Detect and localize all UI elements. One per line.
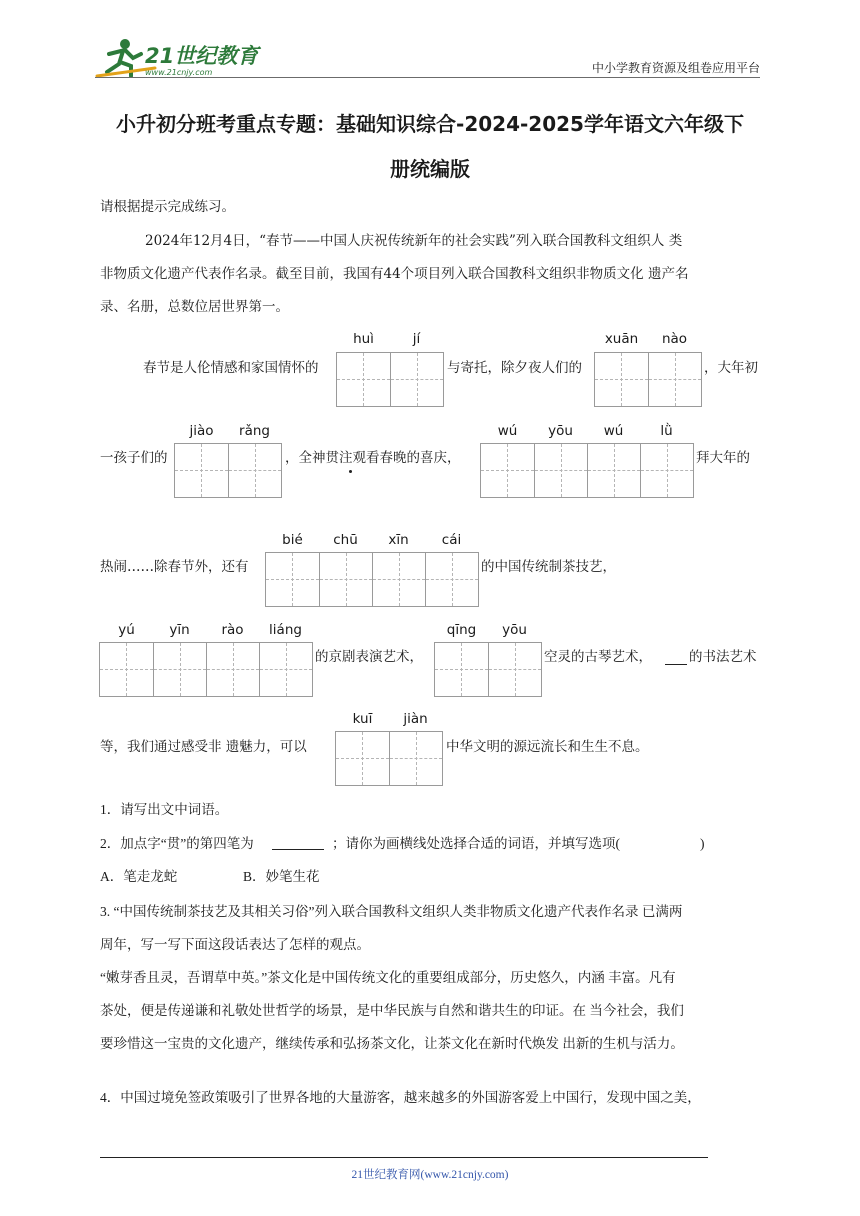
char-box[interactable]: [153, 643, 206, 696]
writing-grid[interactable]: [174, 443, 282, 498]
pinyin: liáng: [269, 622, 302, 638]
pinyin: chū: [333, 532, 358, 548]
pinyin: yú: [118, 622, 135, 638]
writing-grid[interactable]: [480, 443, 694, 498]
pinyin: jí: [412, 331, 421, 347]
question-3-cont: 周年，写一写下面这段话表达了怎样的观点。: [100, 937, 370, 952]
pinyin: yōu: [548, 423, 573, 439]
pinyin: lǜ: [660, 423, 673, 439]
pinyin: jiào: [189, 423, 214, 439]
char-box[interactable]: [648, 353, 701, 406]
char-box[interactable]: [595, 353, 648, 406]
pinyin: yīn: [169, 622, 190, 638]
passage-text: 中华文明的源远流长和生生不息。: [446, 739, 649, 755]
char-box[interactable]: [390, 353, 443, 406]
option-a[interactable]: A．笔走龙蛇: [100, 869, 178, 884]
question-2: 2．加点字“贯”的第四笔为: [100, 836, 254, 851]
intro-line: 非物质文化遗产代表作名录。截至目前，我国有44个项目列入联合国教科文组织非物质文化 遗产名: [100, 266, 689, 282]
pinyin: qīng: [446, 622, 477, 638]
site-logo: [95, 36, 265, 80]
pinyin: xuān: [604, 331, 639, 347]
char-box[interactable]: [206, 643, 259, 696]
pinyin: wú: [497, 423, 518, 439]
passage-text: 拜大年的: [696, 450, 750, 466]
char-box[interactable]: [259, 643, 312, 696]
char-box[interactable]: [488, 643, 541, 696]
passage-text: 等，我们通过感受非 遗魅力，可以: [100, 739, 307, 755]
intro-line: 录、名册，总数位居世界第一。: [100, 299, 289, 315]
pinyin: jiàn: [403, 711, 428, 727]
footer-divider: [100, 1157, 708, 1158]
writing-grid[interactable]: [434, 642, 542, 697]
instruction: 请根据提示完成练习。: [100, 199, 235, 215]
passage-text: 的京剧表演艺术，: [315, 649, 423, 665]
char-box[interactable]: [337, 353, 390, 406]
emphasis-dot: [349, 470, 352, 473]
pinyin: yōu: [502, 622, 527, 638]
fill-blank[interactable]: [665, 652, 687, 665]
page-title: 小升初分班考重点专题：基础知识综合-2024-2025学年语文六年级下: [116, 112, 744, 136]
question-4: 4．中国过境免签政策吸引了世界各地的大量游客，越来越多的外国游客爱上中国行，发现中国之美，: [100, 1090, 701, 1105]
passage-text: 一孩子们的: [100, 450, 168, 466]
writing-grid[interactable]: [594, 352, 702, 407]
char-box[interactable]: [640, 444, 693, 497]
page-title-cont: 册统编版: [390, 157, 470, 181]
passage-text: 春节是人伦情感和家国情怀的: [143, 360, 319, 376]
passage-text: 与寄托，除夕夜人们的: [447, 360, 582, 376]
passage-text: ，大年初: [704, 360, 758, 376]
logo-url: www.21cnjy.com: [145, 68, 213, 77]
char-box[interactable]: [175, 444, 228, 497]
writing-grid[interactable]: [265, 552, 479, 607]
writing-grid[interactable]: [99, 642, 313, 697]
char-box[interactable]: [100, 643, 153, 696]
char-box[interactable]: [336, 732, 389, 785]
question-1: 1．请写出文中词语。: [100, 802, 229, 817]
writing-grid[interactable]: [336, 352, 444, 407]
answer-blank[interactable]: [272, 837, 324, 850]
option-b[interactable]: B．妙笔生花: [243, 869, 320, 884]
char-box[interactable]: [481, 444, 534, 497]
tea-paragraph: “嫩芽香且灵，吾谓草中英。”茶文化是中国传统文化的重要组成部分，历史悠久，内涵 丰富。凡有: [100, 970, 676, 985]
question-2-close: ): [700, 836, 705, 851]
char-box[interactable]: [534, 444, 587, 497]
tea-paragraph: 茶处，便是传递谦和礼敬处世哲学的场景，是中华民族与自然和谐共生的印证。在 当今社会，我们: [100, 1003, 684, 1018]
intro-line: 2024年12月4日，“春节——中国人庆祝传统新年的社会实践”列入联合国教科文组织人 类: [145, 233, 683, 249]
pinyin: cái: [441, 532, 462, 548]
footer-text[interactable]: 21世纪教育网(www.21cnjy.com): [351, 1169, 509, 1181]
question-2-cont: ；请你为画横线处选择合适的词语，并填写选项(: [332, 836, 620, 851]
char-box[interactable]: [389, 732, 442, 785]
char-box[interactable]: [266, 553, 319, 606]
platform-name: 中小学教育资源及组卷应用平台: [591, 61, 760, 75]
tea-paragraph: 要珍惜这一宝贵的文化遗产，继续传承和弘扬茶文化，让茶文化在新时代焕发 出新的生机与活力。: [100, 1036, 684, 1051]
question-3: 3. “中国传统制茶技艺及其相关习俗”列入联合国教科文组织人类非物质文化遗产代表作名录 已满两: [100, 904, 683, 919]
char-box[interactable]: [228, 444, 281, 497]
pinyin: wú: [603, 423, 624, 439]
writing-grid[interactable]: [335, 731, 443, 786]
pinyin: nào: [661, 331, 688, 347]
pinyin: xīn: [388, 532, 409, 548]
pinyin: rǎng: [239, 423, 270, 439]
passage-text: 的中国传统制茶技艺，: [481, 559, 616, 575]
passage-text: ，全神贯注观看春晚的喜庆，: [285, 450, 461, 466]
passage-text: 热闹……除春节外，还有: [100, 559, 249, 575]
passage-text: 空灵的古琴艺术，: [544, 649, 652, 665]
passage-text: 的书法艺术: [689, 649, 757, 665]
char-box[interactable]: [319, 553, 372, 606]
pinyin: huì: [353, 331, 374, 347]
logo-text: 21世纪教育: [145, 44, 259, 68]
char-box[interactable]: [372, 553, 425, 606]
pinyin: kuī: [352, 711, 373, 727]
pinyin: bié: [282, 532, 303, 548]
pinyin: rào: [221, 622, 244, 638]
char-box[interactable]: [587, 444, 640, 497]
char-box[interactable]: [425, 553, 478, 606]
header-divider: [95, 77, 760, 78]
char-box[interactable]: [435, 643, 488, 696]
